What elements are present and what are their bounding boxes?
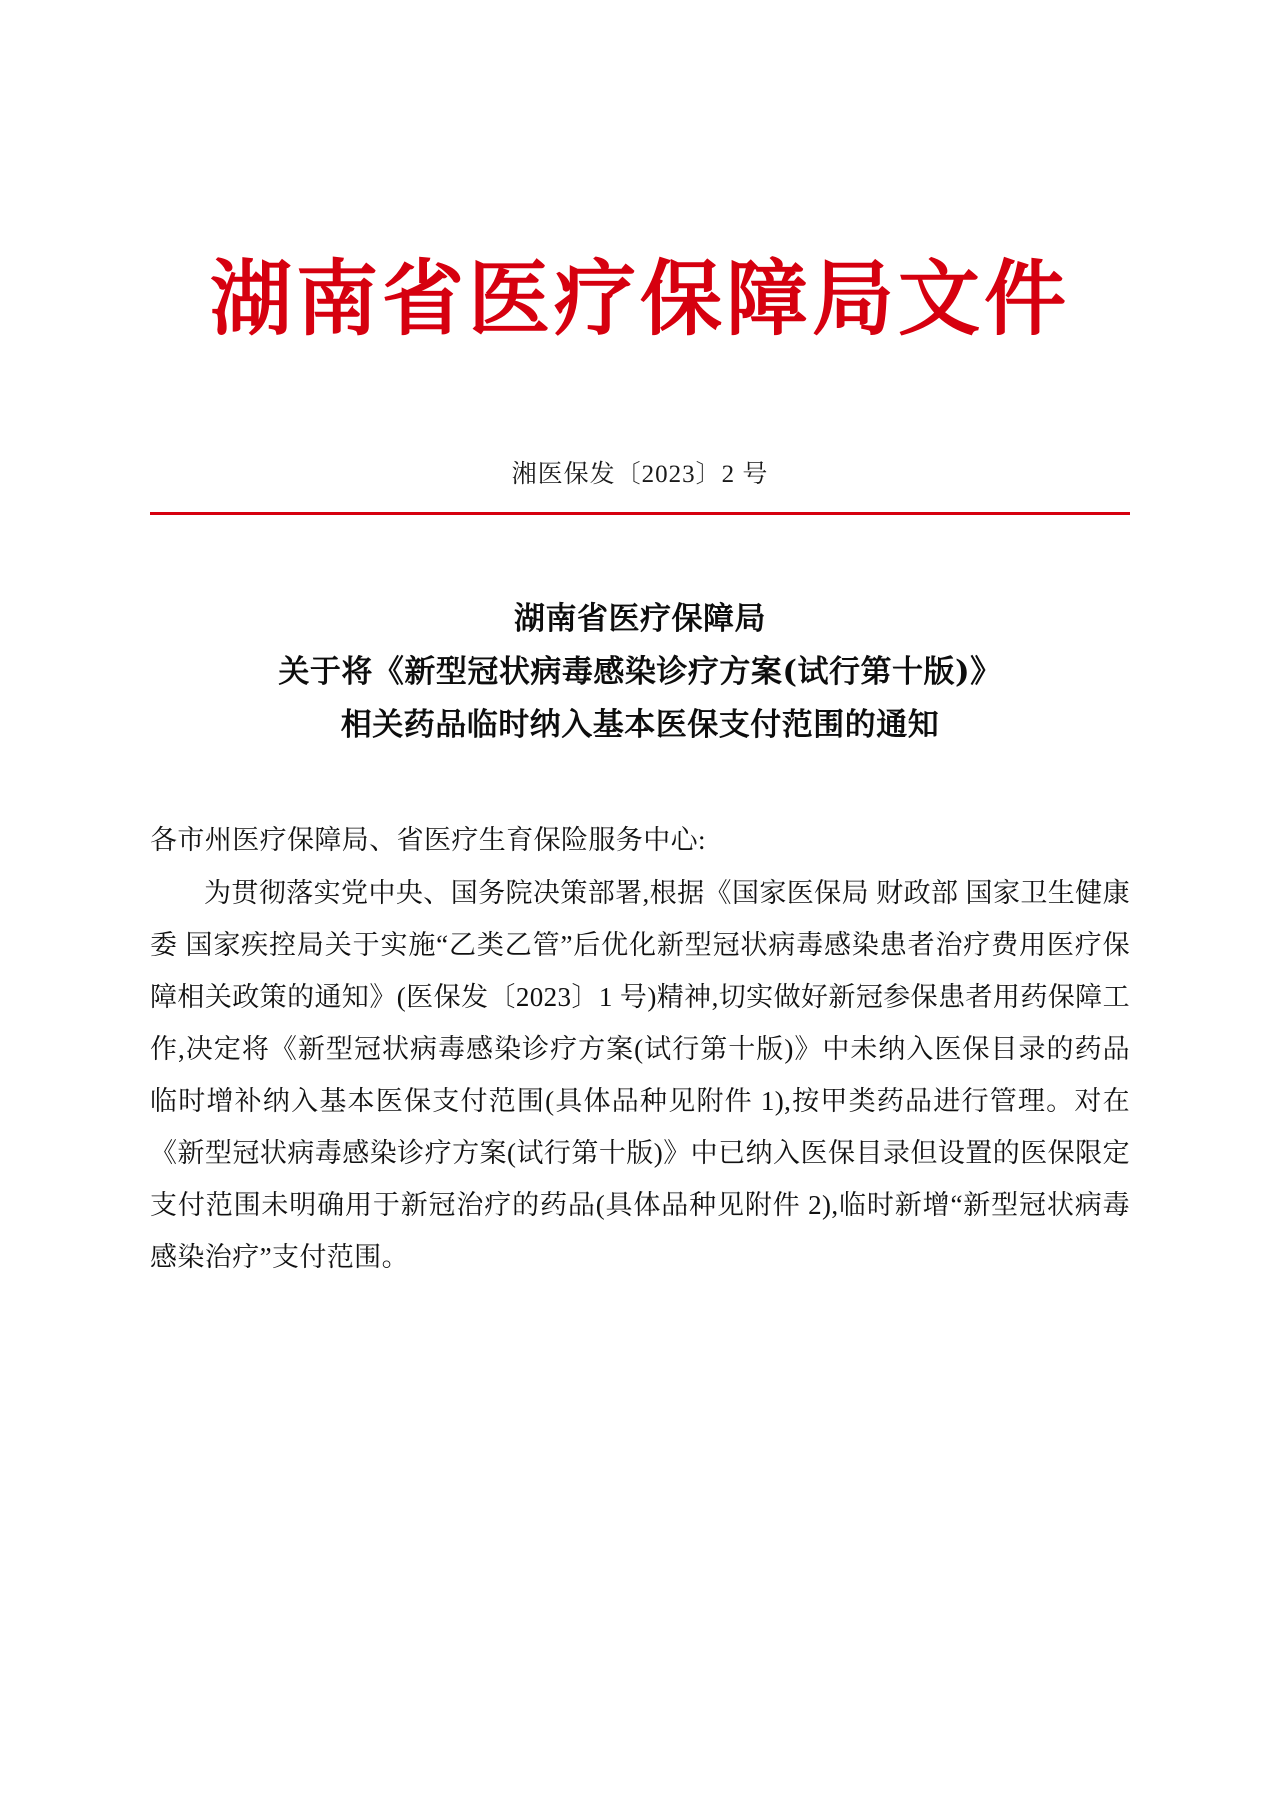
document-number: 湘医保发〔2023〕2 号 xyxy=(511,460,769,488)
red-divider-rule xyxy=(150,512,1130,515)
salutation: 各市州医疗保障局、省医疗生育保险服务中心: xyxy=(150,825,706,856)
document-title-line-2: 关于将《新型冠状病毒感染诊疗方案(试行第十版)》 xyxy=(278,653,1002,690)
masthead-title: 湖南省医疗保障局文件 xyxy=(209,251,1070,347)
masthead xyxy=(150,0,1130,347)
document-title xyxy=(150,593,1130,753)
body-paragraph-1: 为贯彻落实党中央、国务院决策部署,根据《国家医保局 财政部 国家卫生健康委 国家疾控局关于实施“乙类乙管”后优化新型冠状病毒感染患者治疗费用医疗保障相关政策的通知》(医保发〔2023〕1 号)精神,切实做好新冠参保患者用药保障工作,决定将《新型冠状病毒感染诊疗方案(试行第十版)》中未纳入医保目录的药品临时增补纳入基本医保支付范围(具体品种见附件 1),按甲类药品进行管理。对在《新型冠状病毒感染诊疗方案(试行第十版)》中已纳入医保目录但设置的医保限定支付范围未明确用于新冠治疗的药品(具体品种见附件 2),临时新增“新型冠状病毒感染治疗”支付范围。 xyxy=(150,877,1130,1273)
document-body xyxy=(150,814,1130,1283)
document-title-line-3: 相关药品临时纳入基本医保支付范围的通知 xyxy=(340,707,940,744)
document-title-line-1: 湖南省医疗保障局 xyxy=(514,600,766,637)
